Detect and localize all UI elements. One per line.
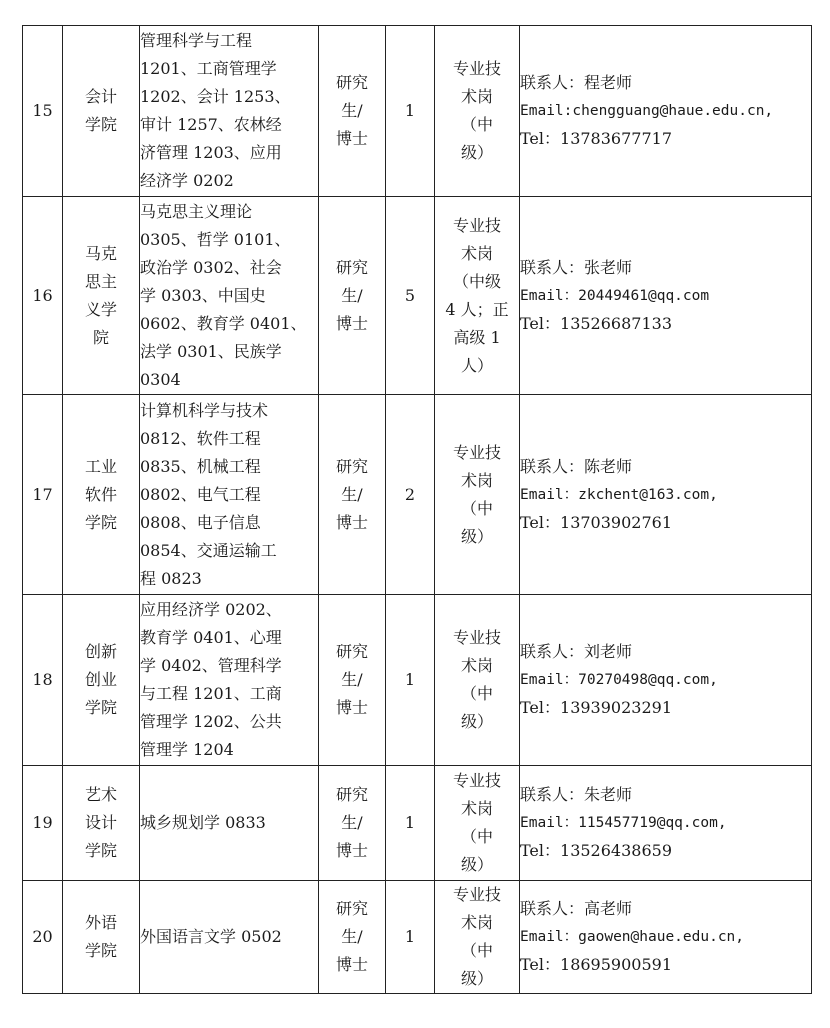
- post-type-line: 高级 1: [453, 327, 501, 347]
- major-list-line: 1201、工商管理学: [140, 59, 277, 78]
- major-list: [140, 26, 319, 197]
- row-number: 18: [23, 595, 63, 766]
- post-type-line: （中级: [452, 271, 501, 291]
- education-requirement-line: 生/: [341, 927, 363, 946]
- post-type-line: （中: [460, 498, 493, 518]
- post-type-line: 级）: [460, 526, 493, 546]
- contact-email[interactable]: Email：70270498@qq.com,: [520, 672, 718, 688]
- post-type-line: 专业技: [452, 628, 501, 647]
- table-row: [23, 26, 812, 197]
- major-list-line: 外国语言文学 0502: [140, 927, 282, 946]
- contact-person: 联系人：程老师: [520, 73, 633, 92]
- position-count: 5: [386, 197, 435, 395]
- major-list-line: 管理学 1204: [140, 740, 234, 759]
- education-requirement-line: 研究: [335, 73, 368, 92]
- education-requirement-line: 研究: [335, 785, 368, 804]
- post-type-line: 专业技: [452, 59, 501, 78]
- contact-person: 联系人：朱老师: [520, 785, 633, 804]
- post-type-line: 人）: [460, 355, 493, 375]
- major-list-line: 0808、电子信息: [140, 512, 261, 532]
- college-name-line: 工业: [84, 456, 117, 476]
- contact-email[interactable]: Email：gaowen@haue.edu.cn,: [520, 929, 745, 945]
- major-list-line: 法学 0301、民族学: [140, 341, 282, 361]
- education-requirement-line: 研究: [335, 257, 368, 277]
- post-type-line: （中: [460, 827, 493, 846]
- major-list-line: 与工程 1201、工商: [140, 684, 282, 703]
- education-requirement: [319, 197, 386, 395]
- college-name: [63, 766, 140, 881]
- contact-info: [520, 766, 812, 881]
- college-name: [63, 595, 140, 766]
- major-list-line: 1202、会计 1253、: [140, 87, 291, 106]
- contact-person: 联系人：刘老师: [520, 642, 633, 661]
- major-list: [140, 595, 319, 766]
- post-type-line: （中: [460, 684, 493, 703]
- table-row: [23, 766, 812, 881]
- education-requirement: [319, 395, 386, 595]
- post-type-line: 术岗: [460, 656, 493, 675]
- education-requirement-line: 博士: [335, 698, 368, 717]
- post-type-line: 级）: [460, 143, 493, 162]
- college-name-line: 学院: [84, 941, 117, 960]
- post-type: [435, 26, 520, 197]
- education-requirement-line: 博士: [335, 955, 368, 974]
- post-type-line: （中: [460, 115, 493, 134]
- major-list-line: 应用经济学 0202、: [140, 600, 282, 619]
- contact-email[interactable]: Email：20449461@qq.com: [520, 287, 710, 304]
- positions-table: [22, 25, 812, 994]
- major-list-line: 程 0823: [140, 568, 202, 588]
- post-type-line: 专业技: [452, 771, 501, 790]
- college-name: [63, 197, 140, 395]
- contact-phone: Tel：13703902761: [520, 512, 672, 532]
- major-list-line: 计算机科学与技术: [140, 400, 269, 420]
- education-requirement-line: 生/: [341, 484, 363, 504]
- contact-phone: Tel：13783677717: [520, 129, 672, 148]
- post-type-line: 术岗: [460, 913, 493, 932]
- education-requirement: [319, 766, 386, 881]
- position-count: 1: [386, 881, 435, 994]
- position-count: 1: [386, 766, 435, 881]
- education-requirement: [319, 595, 386, 766]
- major-list-line: 0812、软件工程: [140, 428, 261, 448]
- row-number: 17: [23, 395, 63, 595]
- major-list-line: 教育学 0401、心理: [140, 628, 282, 647]
- major-list-line: 0802、电气工程: [140, 484, 261, 504]
- post-type-line: 术岗: [460, 799, 493, 818]
- education-requirement-line: 生/: [341, 285, 363, 305]
- college-name-line: 学院: [84, 698, 117, 717]
- contact-phone: Tel：18695900591: [520, 955, 672, 974]
- major-list-line: 政治学 0302、社会: [140, 257, 282, 277]
- contact-phone: Tel：13939023291: [520, 698, 672, 717]
- position-count: 2: [386, 395, 435, 595]
- education-requirement-line: 博士: [335, 512, 368, 532]
- row-number: 20: [23, 881, 63, 994]
- contact-email[interactable]: Email：zkchent@163.com,: [520, 486, 718, 503]
- college-name-line: 设计: [84, 813, 117, 832]
- college-name-line: 会计: [84, 87, 117, 106]
- contact-email[interactable]: Email:chengguang@haue.edu.cn,: [520, 103, 774, 119]
- post-type-line: 专业技: [452, 442, 501, 462]
- contact-info: [520, 197, 812, 395]
- education-requirement: [319, 26, 386, 197]
- college-name: [63, 395, 140, 595]
- major-list-line: 0602、教育学 0401、: [140, 313, 307, 333]
- college-name-line: 马克: [84, 243, 117, 263]
- contact-person: 联系人：陈老师: [520, 456, 633, 476]
- major-list: [140, 395, 319, 595]
- table-row: [23, 197, 812, 395]
- college-name-line: 学院: [84, 115, 117, 134]
- college-name-line: 创业: [84, 670, 117, 689]
- college-name-line: 学院: [84, 512, 117, 532]
- contact-info: [520, 881, 812, 994]
- contact-phone: Tel：13526438659: [520, 841, 672, 860]
- contact-phone: Tel：13526687133: [520, 313, 672, 333]
- row-number: 19: [23, 766, 63, 881]
- post-type: [435, 395, 520, 595]
- education-requirement-line: 生/: [341, 670, 363, 689]
- major-list-line: 马克思主义理论: [140, 201, 253, 221]
- college-name-line: 院: [92, 327, 109, 347]
- major-list: [140, 197, 319, 395]
- post-type: [435, 197, 520, 395]
- contact-info: [520, 395, 812, 595]
- major-list-line: 0835、机械工程: [140, 456, 261, 476]
- row-number: 15: [23, 26, 63, 197]
- major-list-line: 经济学 0202: [140, 171, 234, 190]
- post-type-line: 术岗: [460, 470, 493, 490]
- contact-info: [520, 595, 812, 766]
- major-list-line: 0304: [140, 369, 181, 389]
- contact-email[interactable]: Email：115457719@qq.com,: [520, 815, 727, 831]
- post-type-line: 术岗: [460, 87, 493, 106]
- major-list-line: 管理科学与工程: [140, 31, 253, 50]
- major-list-line: 管理学 1202、公共: [140, 712, 282, 731]
- education-requirement-line: 研究: [335, 642, 368, 661]
- position-count: 1: [386, 595, 435, 766]
- post-type-line: 级）: [460, 712, 493, 731]
- education-requirement-line: 博士: [335, 841, 368, 860]
- positions-table-body: [23, 26, 812, 994]
- post-type: [435, 595, 520, 766]
- post-type-line: 专业技: [452, 215, 501, 235]
- table-row: [23, 395, 812, 595]
- education-requirement-line: 生/: [341, 813, 363, 832]
- post-type-line: 术岗: [460, 243, 493, 263]
- education-requirement-line: 博士: [335, 313, 368, 333]
- major-list-line: 济管理 1203、应用: [140, 143, 282, 162]
- education-requirement-line: 研究: [335, 456, 368, 476]
- education-requirement-line: 生/: [341, 101, 363, 120]
- major-list-line: 0305、哲学 0101、: [140, 229, 291, 249]
- college-name-line: 义学: [84, 299, 117, 319]
- major-list-line: 学 0303、中国史: [140, 285, 266, 305]
- college-name: [63, 881, 140, 994]
- education-requirement-line: 研究: [335, 899, 368, 918]
- contact-person: 联系人：张老师: [520, 257, 633, 277]
- row-number: 16: [23, 197, 63, 395]
- contact-info: [520, 26, 812, 197]
- post-type-line: 级）: [460, 969, 493, 988]
- table-row: [23, 881, 812, 994]
- college-name: [63, 26, 140, 197]
- post-type-line: 专业技: [452, 885, 501, 904]
- major-list-line: 城乡规划学 0833: [140, 813, 266, 832]
- major-list-line: 审计 1257、农林经: [140, 115, 282, 134]
- post-type: [435, 881, 520, 994]
- post-type-line: （中: [460, 941, 493, 960]
- contact-person: 联系人：高老师: [520, 899, 633, 918]
- college-name-line: 创新: [84, 642, 117, 661]
- college-name-line: 学院: [84, 841, 117, 860]
- post-type-line: 4 人；正: [445, 299, 509, 319]
- college-name-line: 艺术: [84, 785, 117, 804]
- college-name-line: 软件: [84, 484, 117, 504]
- education-requirement: [319, 881, 386, 994]
- major-list: [140, 766, 319, 881]
- major-list-line: 学 0402、管理科学: [140, 656, 282, 675]
- post-type: [435, 766, 520, 881]
- major-list-line: 0854、交通运输工: [140, 540, 277, 560]
- major-list: [140, 881, 319, 994]
- table-row: [23, 595, 812, 766]
- college-name-line: 外语: [84, 913, 117, 932]
- position-count: 1: [386, 26, 435, 197]
- college-name-line: 思主: [84, 271, 117, 291]
- post-type-line: 级）: [460, 855, 493, 874]
- education-requirement-line: 博士: [335, 129, 368, 148]
